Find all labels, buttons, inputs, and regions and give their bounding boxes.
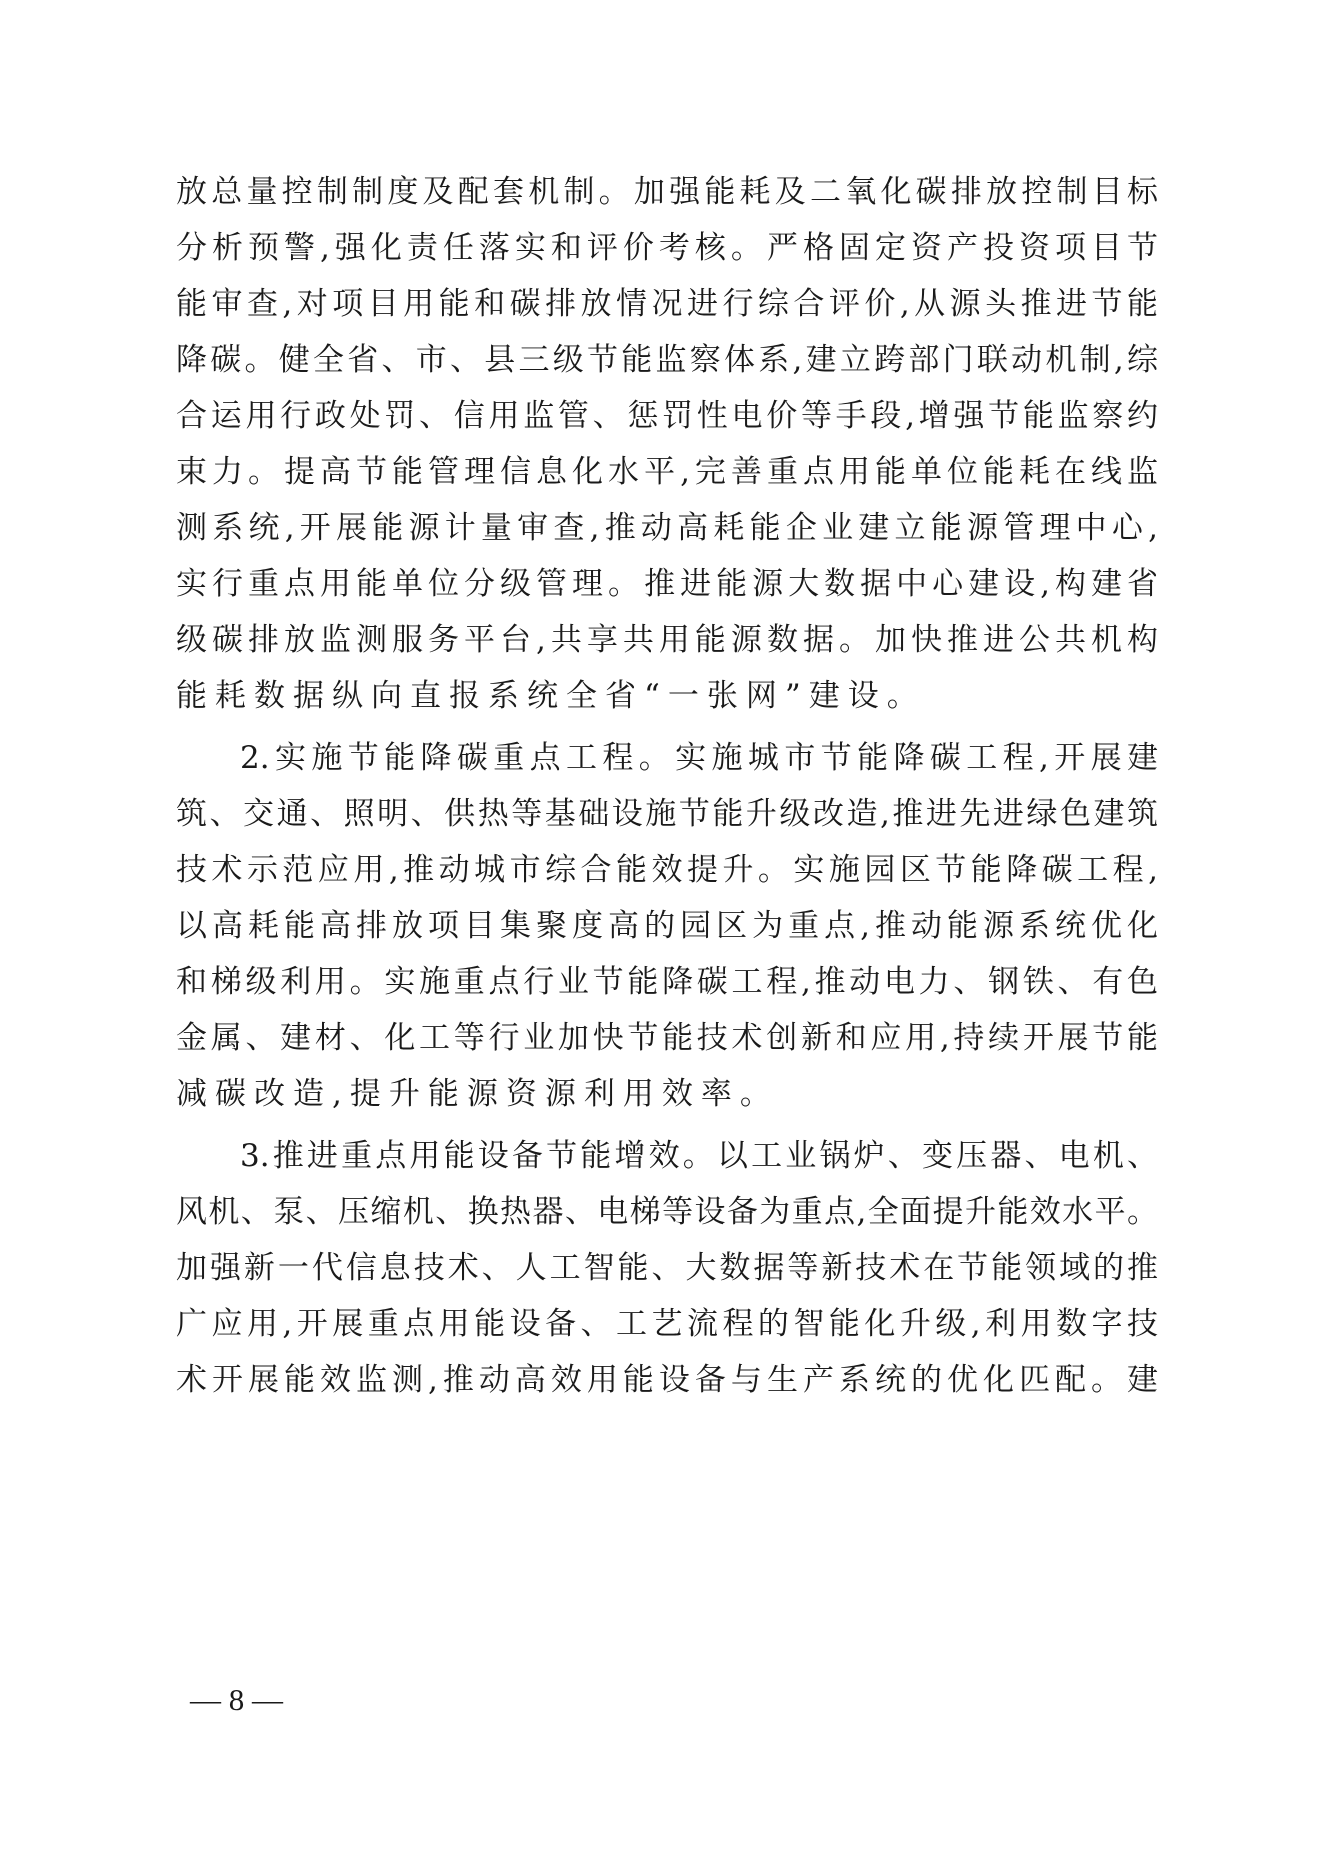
page-number: — 8 — <box>190 1682 283 1717</box>
body-text-line: 降碳。健全省、市、县三级节能监察体系,建立跨部门联动机制,综 <box>176 342 1158 378</box>
body-text-line: 以高耗能高排放项目集聚度高的园区为重点,推动能源系统优化 <box>176 908 1158 944</box>
body-text-line: 能审查,对项目用能和碳排放情况进行综合评价,从源头推进节能 <box>176 286 1158 322</box>
body-text-line: 分析预警,强化责任落实和评价考核。严格固定资产投资项目节 <box>176 230 1158 266</box>
body-text-line: 筑、交通、照明、供热等基础设施节能升级改造,推进先进绿色建筑 <box>176 796 1158 832</box>
body-text-line: 能耗数据纵向直报系统全省“一张网”建设。 <box>176 678 926 714</box>
body-text-line: 级碳排放监测服务平台,共享共用能源数据。加快推进公共机构 <box>176 622 1158 658</box>
body-text-line: 风机、泵、压缩机、换热器、电梯等设备为重点,全面提升能效水平。 <box>176 1194 1158 1230</box>
body-text-line: 束力。提高节能管理信息化水平,完善重点用能单位能耗在线监 <box>176 454 1158 490</box>
body-text-line: 术开展能效监测,推动高效用能设备与生产系统的优化匹配。建 <box>176 1362 1158 1398</box>
body-text-line: 金属、建材、化工等行业加快节能技术创新和应用,持续开展节能 <box>176 1020 1158 1056</box>
paragraph-3-heading-line: 3.推进重点用能设备节能增效。以工业锅炉、变压器、电机、 <box>240 1138 1158 1174</box>
body-text-line: 测系统,开展能源计量审查,推动高耗能企业建立能源管理中心, <box>176 510 1158 546</box>
body-text-line: 放总量控制制度及配套机制。加强能耗及二氧化碳排放控制目标 <box>176 174 1158 210</box>
body-text-line: 减碳改造,提升能源资源利用效率。 <box>176 1076 779 1112</box>
body-text-line: 加强新一代信息技术、人工智能、大数据等新技术在节能领域的推 <box>176 1250 1158 1286</box>
body-text-line: 和梯级利用。实施重点行业节能降碳工程,推动电力、钢铁、有色 <box>176 964 1158 1000</box>
body-text-line: 技术示范应用,推动城市综合能效提升。实施园区节能降碳工程, <box>176 852 1158 888</box>
body-text-line: 广应用,开展重点用能设备、工艺流程的智能化升级,利用数字技 <box>176 1306 1158 1342</box>
paragraph-2-heading-line: 2.实施节能降碳重点工程。实施城市节能降碳工程,开展建 <box>240 740 1158 776</box>
body-text-line: 合运用行政处罚、信用监管、惩罚性电价等手段,增强节能监察约 <box>176 398 1158 434</box>
body-text-line: 实行重点用能单位分级管理。推进能源大数据中心建设,构建省 <box>176 566 1158 602</box>
